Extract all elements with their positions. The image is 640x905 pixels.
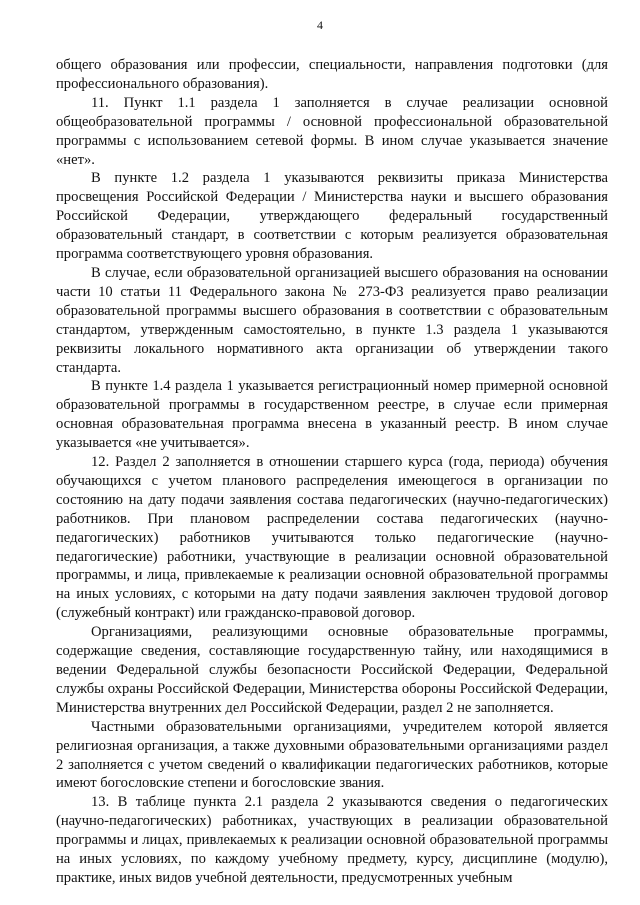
- paragraph-item-13: 13. В таблице пункта 2.1 раздела 2 указываются сведения о педагогических (научно-педагогических) работниках, участвующих в реализации образовательной программы и лицах, привлекаемых к реализации основной образовательной программы на иных условиях, по каждому учебному предмету, курсу, дисциплине (модулю), практике, иных видов учебной деятельности, предусмотренных учебным: [56, 794, 608, 886]
- paragraph-secret-organizations: Организациями, реализующими основные образовательные программы, содержащие сведения, составляющие государственную тайну, или находящимися в ведении Федеральной службы безопасности Российской Федерации, Федеральной службы охраны Российской Федерации, Министерства обороны Российской Федерации, Министерства внутренних дел Российской Федерации, раздел 2 не заполняется.: [56, 624, 608, 716]
- page-number: 4: [317, 18, 323, 32]
- document-body: [56, 56, 608, 888]
- paragraph-point-1-3: В случае, если образовательной организацией высшего образования на основании части 10 статьи 11 Федерального закона № 273-ФЗ реализуется право реализации образовательной программы высшего образования в соответствии с образовательным стандартом, утвержденным самостоятельно, в пункте 1.3 раздела 1 указываются реквизиты локального нормативного акта организации об утверждении такого стандарта.: [56, 264, 608, 376]
- paragraph-religious-organizations: Частными образовательными организациями, учредителем которой является религиозная организация, а также духовными образовательными организациями раздел 2 заполняется с учетом сведений о квалификации педагогических работников, которые имеют богословские степени и богословские звания.: [56, 718, 608, 792]
- paragraph-point-1-2: В пункте 1.2 раздела 1 указываются реквизиты приказа Министерства просвещения Российской Федерации / Министерства науки и высшего образования Российской Федерации, утверждающего федеральный государственный образовательный стандарт, в соответствии с которым реализуется образовательная программа соответствующего уровня образования.: [56, 170, 608, 263]
- paragraph-item-11: 11. Пункт 1.1 раздела 1 заполняется в случае реализации основной общеобразовательной программы / основной профессиональной образовательной программы с использованием сетевой формы. В ином случае указывается значение «нет».: [56, 94, 608, 168]
- paragraph-continuation: общего образования или профессии, специальности, направления подготовки (для профессионального образования).: [56, 57, 608, 92]
- paragraph-item-12: 12. Раздел 2 заполняется в отношении старшего курса (года, периода) обучения обучающихся с учетом планового распределения имеющегося в организации по состоянию на дату подачи заявления состава педагогических (научно-педагогических) работников. При плановом распределении состава педагогических (научно-педагогических) работников учитываются только педагогические (научно-педагогические) работники, участвующие в реализации основной образовательной программы, и лица, привлекаемые к реализации основной образовательной программы на иных условиях, с которыми на дату подачи заявления заключен трудовой договор (служебный контракт) или гражданско-правовой договор.: [56, 454, 608, 622]
- paragraph-point-1-4: В пункте 1.4 раздела 1 указывается регистрационный номер примерной основной образовательной программы в государственном реестре, в случае если примерная основная образовательная программа внесена в указанный реестр. В ином случае указывается «не учитывается».: [56, 378, 608, 452]
